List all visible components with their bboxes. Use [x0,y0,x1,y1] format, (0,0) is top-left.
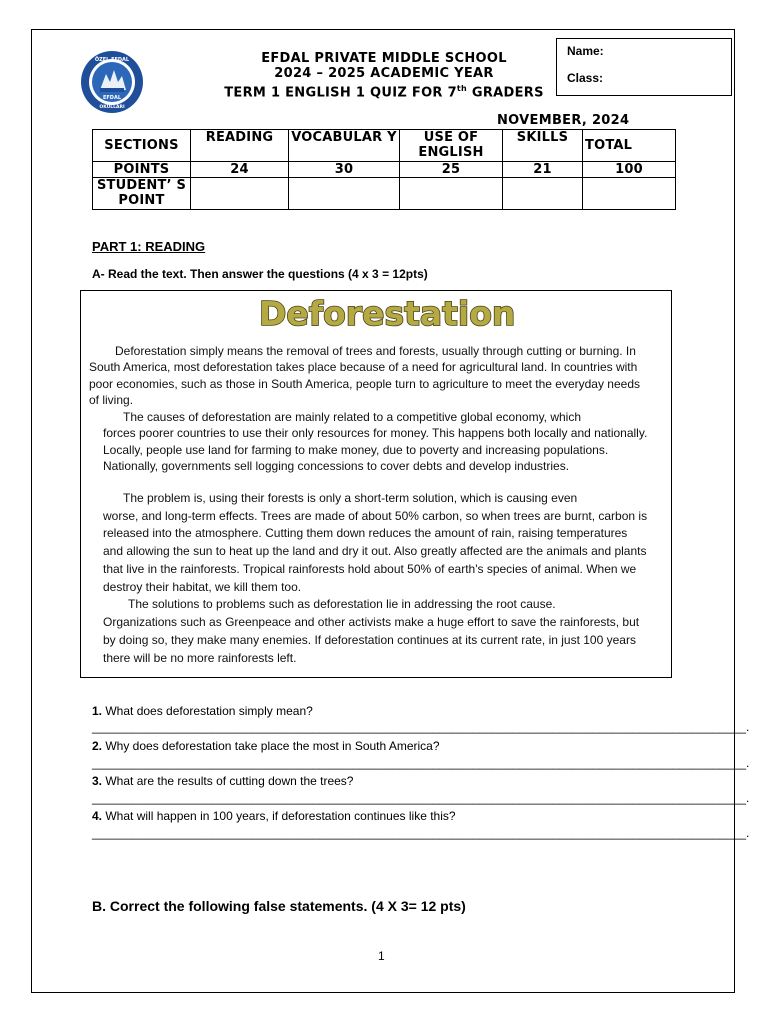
table-cell [191,178,289,210]
score-table [92,129,676,210]
table-cell: 24 [191,162,289,178]
reading-title [255,292,516,336]
question-1: 1. What does deforestation simply mean? [92,704,313,718]
paragraph-first-line: The problem is, using their forests is only a short-term solution, which is causing even [123,491,578,505]
reading-title-text: Deforestation [259,294,516,333]
paragraph-rest: forces poorer countries to use their only resources for money. This happens both locally and nationally. Locally, people use land for farming to make money, due to poverty and increasing populations. Nationally, governments sell logging concessions to cover debts and develop industries. [103,426,648,473]
answer-line-3[interactable]: __________________________________________________________________________________________________. [92,791,750,805]
table-cell: USE OF ENGLISH [400,130,503,162]
logo-text-top: ÖZEL EFDAL [94,57,130,63]
paragraph-rest: worse, and long-term effects. Trees are made of about 50% carbon, so when trees are burnt, carbon is released into the atmosphere. Cutting them down reduces the amount of rain, raising temperatures and allowing the sun to heat up the land and dry it out. Also greatly affected are the animals and plants that live in the rainforests. Tropical rainforests hold about 50% of earth's species of animal. When we destroy their habitat, we kill them too. [103,508,648,594]
question-3: 3. What are the results of cutting down the trees? [92,774,354,788]
table-cell: POINTS [93,162,191,178]
answer-line-4[interactable]: __________________________________________________________________________________________________. [92,826,750,840]
class-label: Class: [567,71,604,85]
table-row [93,162,676,178]
table-cell: STUDENT’ S POINT [93,178,191,210]
logo-text-mid: EFDAL [102,95,122,101]
quiz-date: NOVEMBER, 2024 [497,113,630,128]
table-cell [289,178,400,210]
school-header [200,51,568,100]
table-cell: SKILLS [503,130,583,162]
reading-paragraph-4 [103,596,649,668]
student-info-box [556,38,732,96]
table-cell: 21 [503,162,583,178]
question-2: 2. Why does deforestation take place the most in South America? [92,739,440,753]
table-cell [503,178,583,210]
academic-year: 2024 – 2025 ACADEMIC YEAR [274,66,494,81]
name-label: Name: [567,44,604,58]
question-4: 4. What will happen in 100 years, if deforestation continues like this? [92,809,456,823]
table-cell: READING [191,130,289,162]
part1-instruction: A- Read the text. Then answer the questions (4 x 3 = 12pts) [92,267,428,281]
reading-paragraph-3 [103,490,649,596]
table-cell: 25 [400,162,503,178]
quiz-title: TERM 1 ENGLISH 1 QUIZ FOR 7th GRADERS [224,84,544,101]
answer-line-2[interactable]: __________________________________________________________________________________________________. [92,756,750,770]
table-cell: SECTIONS [93,130,191,162]
table-cell [583,178,676,210]
table-cell: 100 [583,162,676,178]
table-cell [400,178,503,210]
school-logo [80,50,144,114]
paragraph-rest: Organizations such as Greenpeace and other activists make a huge effort to save the rainforests, but by doing so, they make many enemies. If deforestation continues at its current rate, in just 100 years there will be no more rainforests left. [103,614,640,665]
table-cell: TOTAL [583,130,676,162]
reading-paragraph-2 [103,409,649,474]
part1-heading: PART 1: READING [92,239,206,254]
table-row [93,130,676,162]
table-cell: 30 [289,162,400,178]
school-name: EFDAL PRIVATE MIDDLE SCHOOL [261,51,507,66]
logo-text-bottom: OKULLARI [99,105,125,110]
table-row [93,178,676,210]
paragraph-first-line: The causes of deforestation are mainly related to a competitive global economy, which [123,410,582,424]
answer-line-1[interactable]: __________________________________________________________________________________________________. [92,720,750,734]
table-cell: VOCABULAR Y [289,130,400,162]
page-number: 1 [378,949,385,963]
partB-heading: B. Correct the following false statements. (4 X 3= 12 pts) [92,898,466,914]
paragraph-first-line: The solutions to problems such as deforestation lie in addressing the root cause. [128,597,556,611]
reading-paragraph-1: Deforestation simply means the removal of trees and forests, usually through cutting or burning. In South America, most deforestation takes place because of a need for agricultural land. In countries with poor economies, such as those in South America, people turn to agriculture to meet the everyday needs of living. [89,344,640,407]
